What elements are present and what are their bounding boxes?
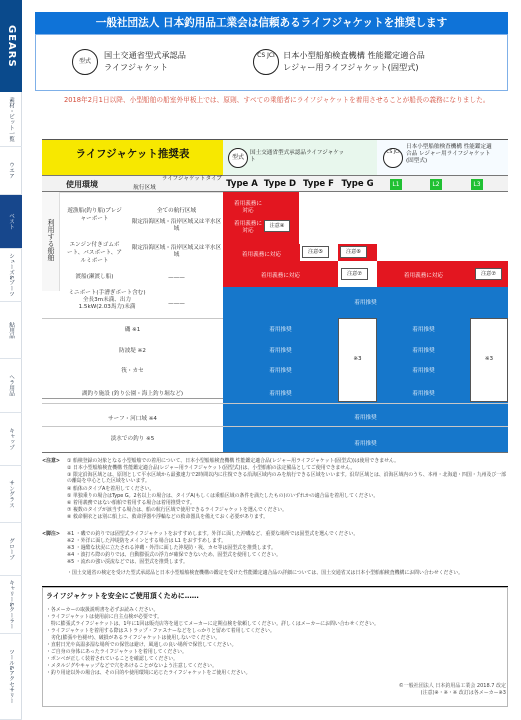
red-a-1-label: 着用義務に対応 [234,201,262,214]
row-2-label: エンジン付きゴムボート、バスボート、アルミボート [67,242,122,264]
brand-logo: GEARS [0,0,22,92]
red-row3-b-label: 着用義務に対応 [403,273,444,279]
blue-bottom-row1-label: 着用推奨 [354,415,377,421]
remark-5: ※5 ・流れの強い渓流などでは、固型式を推奨します。 [67,559,188,565]
sidebar-tab-8[interactable]: サングラス [0,466,22,523]
remark-1: ※1 ・磯での釣りでは固型式ライフジャケットをおすすめします。外洋に面した沖磯など、重要な場所では固型式を選んでください。 [67,531,359,537]
note-1: ① 船検登録の対象となる小型船舶での着用について、日本小型船舶検査機構 性能鑑定適合品(レジャー用ライフジャケット(固型式))は使用できません。 [67,458,400,464]
type-approval-icon: 型式 [72,49,98,75]
footer-note: (注意)※・※・※ 改訂は各メーカー※3 [420,690,506,696]
row-5-label: 磯 ※1 [124,327,141,333]
banner: 一般社団法人 日本釣用品工業会は信頼あるライフジャケットを推奨します [35,12,508,34]
safety-item-7: ・ご自身の身体にあったライフジャケットを着用してください。 [46,649,187,655]
area-3: 限定沿海区域・沿岸区域又は平水区域 [131,245,222,258]
safety-item-5: 劣化(膨張や色褪せ)、破損があるライフジャケットは使用しないでください。 [46,635,221,641]
blue-label-3: 着用推奨 [269,348,292,354]
safety-item-9: ・メタルジグやキャップなどで穴をあけることがないよう注意してください。 [46,663,217,669]
cs-jci-small-icon: CS JCI [383,148,403,168]
sidebar-tab-10[interactable]: キャリー&クーラー [0,576,22,634]
row-9-label: サーフ・河口域 ※4 [108,416,157,422]
note-4: ④ 船体のタイプAを着用してください。 [67,486,155,492]
blue-label-5: 着用推奨 [269,368,292,374]
usage-header: 使用環境 [66,180,98,189]
l1-header: L1 [390,179,402,190]
footer-copyright: ©一般社団法人 日本釣用品工業会 2018.7 改定 [398,683,506,689]
notice-text: 2018年2月1日以降、小型船舶の船室外甲板上では、原則、すべての乗船者にライフジャケットを着用させることが船長の義務になりました。 [64,96,490,104]
left-cert-title: 国土交通省型式承認品 [104,50,186,60]
red-d-1 [261,192,299,244]
row-3-label: 渡船(瀬渡し船) [75,274,114,280]
blue-bottom-row2-label: 着用推奨 [354,441,377,447]
rule [42,426,508,427]
type-f-header: Type F [303,179,334,189]
blue-row4-label: 着用推奨 [354,300,377,306]
group-a-title: 国土交通省型式承認品ライフジャケット [250,150,345,163]
group-b-title: 日本小型船舶検査機構 性能鑑定適合品 レジャー用ライフジャケット(固型式) [406,144,492,164]
right-cert-subtitle: レジャー用ライフジャケット(固型式) [283,62,419,72]
row-6-label: 防波堤 ※2 [119,348,146,354]
type-header: ライフジャケットタイプ [161,176,222,182]
type-d-header: Type D [263,179,297,189]
area-4: ——— [168,275,185,281]
area-1: 全ての航行区域 [156,208,197,214]
safety-item-4: ・ライフジャケットを着用する際はストラップ・ファスナーなどをしっかりと留めて着用してください。 [46,628,275,634]
blue-label-1: 着用推奨 [269,327,292,333]
remarks-title: <脚注> [42,531,60,537]
rule [42,452,508,453]
row-10-label: 淡水での釣り ※5 [110,436,155,442]
note-7-box-a: 注意⑦ [341,268,368,280]
safety-item-3: 特に膨張式ライフジャケットは、1年に1回は販売店等を通じてメーカーに定期点検を依頼してください。詳しくはメーカーにお問い合わせください。 [46,621,379,627]
blue-label-6: 着用推奨 [412,368,435,374]
remark-4: ※4 ・波打ち際の釣りでは、自動膨張式の浮力が確保できないため、固型式を使用してください。 [67,552,281,558]
blue-label-4: 着用推奨 [412,348,435,354]
sidebar-tab-4[interactable]: シューズ&ブーツ [0,249,22,302]
white-l3-label: ※3 [484,356,494,362]
sidebar-tab-5[interactable]: 鮎用品 [0,302,22,359]
table-title: ライフジャケット推奨表 [42,140,223,175]
note-5-box: 注意⑤ [302,246,329,258]
row-7-label: 筏・カセ [121,368,144,374]
note-8: ⑧ 救命胴衣とは別に船上に、救命浮器や浮輪などの救命器具を備えておく必要があります。 [67,514,269,520]
sidebar-tab-11[interactable]: ツール&アクセサリー [0,634,22,720]
note-7-box-b: 注意⑦ [475,268,502,280]
right-cert-title: 日本小型船舶検査機構 性能鑑定適合品 [283,50,425,60]
note-7: ⑦ 複数のタイプが該当する場合は、船の航行区域で使用できるライフジャケットを選んでください。 [67,507,288,513]
row-4-label: ミニボート(手漕ぎボート含む)全長3m未満、出力1.5kW(2.03馬力)未満 [68,290,146,310]
safety-title: ライフジャケットを安全にご使用頂くために…… [46,592,199,600]
remarks-footer: ・国土交通省の検定を受けた型式承認品と日本小型船舶検査機構の鑑定を受けた性能鑑定適合品の詳細については、国土交通省又は日本小型船舶検査機構にお問い合わせください。 [67,570,464,576]
safety-item-1: ・各メーカーの取扱説明書を必ずお読みください。 [46,607,159,613]
area-header: 航行区域 [133,185,156,191]
type-g-header: Type G [341,179,374,189]
notes-title: <注意> [42,458,60,464]
l2-header: L2 [430,179,442,190]
left-group-label: 利用する船舶 [47,219,55,261]
safety-item-10: ・釣り用途以外の場合は、その目的や使用環境に応じたライフジャケットをご使用ください。 [46,670,251,676]
remark-2: ※2 ・外洋に面した沖堤防をメインとする場合は L1 をおすすめします。 [67,538,227,544]
row-1-label: 遊漁船(釣り船)プレジャーボート [67,208,122,222]
red-a-2-label: 着用義務に対応 [234,221,262,234]
note-5: ⑤ 単独乗りの場合はType G。2名以上の場合は、タイプA(もしくは乗船区域の条件を満たしたもの)のいずれかの適合品を着用してください。 [67,493,379,499]
note-4-box: 注意④ [264,220,290,232]
l3-header: L3 [471,179,483,190]
note-3: ③ 限定沿海区域とは、原則として平水区域から最強速力で2時間以内に往復できる沿海区域内のみを航行できる区域をいいます。沿岸区域とは、沿海区域内のうち、本州・北海道・四国・九州及び一部の離島を中心とした区域をいいます。 [67,472,507,485]
sidebar-tab-2[interactable]: ウエア [0,147,22,195]
note-2: ② 日本小型船舶検査機構 性能鑑定適合品(レジャー用ライフジャケット(固型式))は、小型船舶の法定備品としてご使用できません。 [67,465,356,471]
sidebar-tab-1[interactable]: 素材・ビット一覧 [0,92,22,147]
blue-label-7: 着用推奨 [269,391,292,397]
sidebar-tab-6[interactable]: ヘラ用品 [0,359,22,413]
cs-jci-icon: CS JCI [253,49,279,75]
blue-label-8: 着用推奨 [412,391,435,397]
type-a-header: Type A [226,179,258,189]
white-g-label: ※3 [353,356,362,362]
remark-3: ※3 ・過酷な状況に立たされる沖磯・外洋に面した沖堤防・筏、カセ等は固型式を推奨します。 [67,545,276,551]
red-row2-label: 着用義務に対応 [241,252,282,258]
blue-label-2: 着用推奨 [412,327,435,333]
type-approval-small-icon: 型式 [228,148,248,168]
safety-item-2: ・ライフジャケットは使用前に自主点検が必要です。 [46,614,163,620]
rule [42,403,508,404]
row-8-label: 湖釣り施設 (釣り公園・海上釣り堀など) [81,391,184,397]
left-cert-subtitle: ライフジャケット [104,62,169,72]
red-a-1 [223,192,261,244]
note-6-box: 注意⑥ [340,246,367,258]
note-6: ⑥ 着用義務ではない船舶で着用する場合は着用推奨です。 [67,500,195,506]
red-row3-a-label: 着用義務に対応 [260,273,301,279]
safety-item-6: ・直射日光や高温多湿な場所での保管は避け、風通しの良い場所で保管してください。 [46,642,237,648]
area-2: 限定沿海区域・沿岸区域又は平水区域 [131,219,222,232]
sidebar-tab-9[interactable]: グローブ [0,523,22,576]
area-5: ——— [168,301,185,307]
safety-item-8: ・ボンベが正しく装着されていることを確認してください。 [46,656,179,662]
sidebar-tab-7[interactable]: キャップ [0,413,22,466]
sidebar-tab-3[interactable]: ベスト [0,195,22,249]
